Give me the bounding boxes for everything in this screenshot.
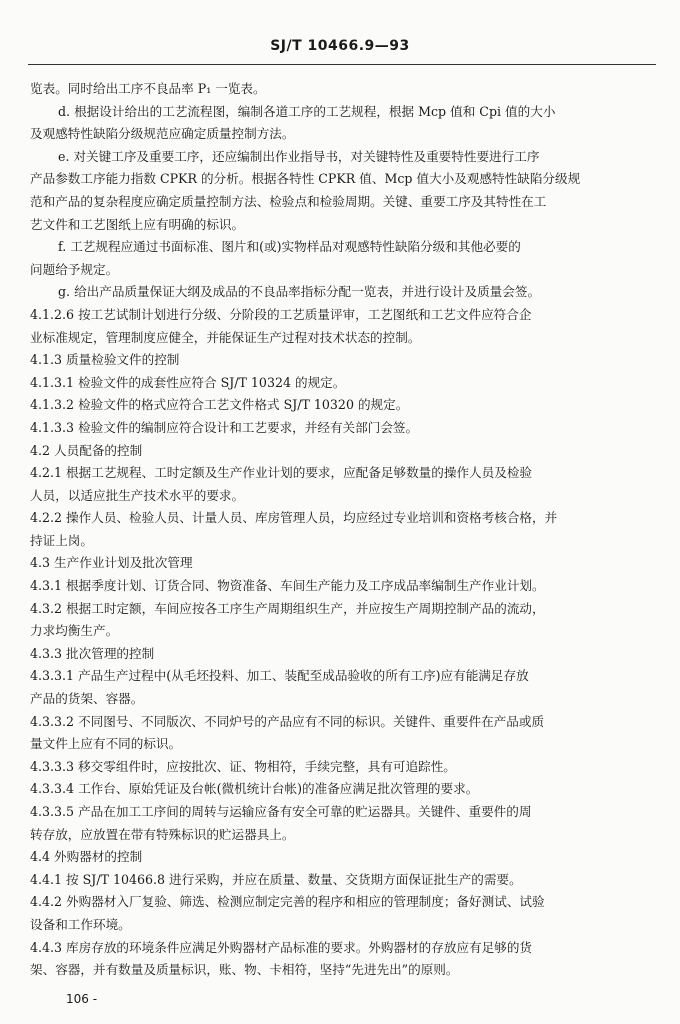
text-line: 4.2.2 操作人员、检验人员、计量人员、库房管理人员，均应经过专业培训和资格考核合格，并 xyxy=(30,510,558,526)
text-line: 范和产品的复杂程度应确定质量控制方法、检验点和检验周期。关键、重要工序及其特性在工 xyxy=(30,193,547,209)
header-rule xyxy=(28,64,656,65)
text-line: d. 根据设计给出的工艺流程图，编制各道工序的工艺规程，根据 Mcp 值和 Cpi 值的大小 xyxy=(58,103,556,119)
text-line: 4.4.2 外购器材入厂复验、筛选、检测应制定完善的程序和相应的管理制度；备好测试、试验 xyxy=(30,894,545,910)
text-line: 4.3.3.2 不同图号、不同版次、不同炉号的产品应有不同的标识。关键件、重要件在产品或质 xyxy=(30,713,545,729)
text-line: 艺文件和工艺图纸上应有明确的标识。 xyxy=(30,216,245,232)
text-line: 4.3.3.3 移交零组件时，应按批次、证、物相符，手续完整，具有可追踪性。 xyxy=(30,758,456,774)
text-line: 持证上岗。 xyxy=(30,532,93,548)
text-line: 4.4.1 按 SJ/T 10466.8 进行采购，并应在质量、数量、交货期方面保证批生产的需要。 xyxy=(30,871,522,887)
text-line: 力求均衡生产。 xyxy=(30,623,119,639)
text-line: 产品的货架、容器。 xyxy=(30,691,144,707)
text-line: g. 给出产品质量保证大纲及成品的不良品率指标分配一览表，并进行设计及质量会签。 xyxy=(58,284,541,300)
text-line: 架、容器，并有数量及质量标识，账、物、卡相符，坚持“先进先出”的原则。 xyxy=(30,962,459,978)
text-line: 4.2.1 根据工艺规程、工时定额及生产作业计划的要求，应配备足够数量的操作人员及检验 xyxy=(30,465,533,481)
body-text xyxy=(30,78,652,982)
text-line: 4.3.3.5 产品在加工工序间的周转与运输应备有安全可靠的贮运器具。关键件、重要件的周 xyxy=(30,804,532,819)
text-line: 4.4 外购器材的控制 xyxy=(30,849,143,865)
text-line: 4.3.3 批次管理的控制 xyxy=(30,645,155,661)
text-line: 4.4.3 库房存放的环境条件应满足外购器材产品标准的要求。外购器材的存放应有足够的货 xyxy=(30,939,533,955)
text-line: f. 工艺规程应通过书面标准、图片和(或)实物样品对观感特性缺陷分级和其他必要的 xyxy=(58,239,521,255)
text-line: 4.1.3.3 检验文件的编制应符合设计和工艺要求，并经有关部门会签。 xyxy=(30,419,419,435)
text-line: 4.1.3.2 检验文件的格式应符合工艺文件格式 SJ/T 10320 的规定。 xyxy=(30,397,409,413)
text-line: 览表。同时给出工序不良品率 P₁ 一览表。 xyxy=(30,81,266,96)
text-line: 4.1.3 质量检验文件的控制 xyxy=(30,352,180,368)
page-header: SJ/T 10466.9—93 xyxy=(270,38,410,54)
text-line: 4.3 生产作业计划及批次管理 xyxy=(30,555,193,571)
text-line: 及观感特性缺陷分级规范应确定质量控制方法。 xyxy=(30,126,295,142)
text-line: 4.3.3.1 产品生产过程中(从毛坯投料、加工、装配至成品验收的所有工序)应有能满足存放 xyxy=(30,668,529,684)
page-number: 106 - xyxy=(66,992,98,1006)
text-line: 4.2 人员配备的控制 xyxy=(30,442,143,458)
text-line: 4.3.3.4 工作台、原始凭证及台帐(微机统计台帐)的准备应满足批次管理的要求。 xyxy=(30,781,479,797)
text-line: 人员，以适应批生产技术水平的要求。 xyxy=(30,487,245,503)
text-line: 4.1.3.1 检验文件的成套性应符合 SJ/T 10324 的规定。 xyxy=(30,374,346,390)
text-line: 量文件上应有不同的标识。 xyxy=(30,736,182,752)
text-line: 设备和工作环境。 xyxy=(30,916,131,932)
text-line: e. 对关键工序及重要工序，还应编制出作业指导书，对关键特性及重要特性要进行工序 xyxy=(58,148,540,164)
text-line: 产品参数工序能力指数 CPKR 的分析。根据各特性 CPKR 值、Mcp 值大小及观感特性缺陷分级规 xyxy=(30,171,581,187)
text-line: 4.3.2 根据工时定额，车间应按各工序生产周期组织生产，并应按生产周期控制产品的流动， xyxy=(30,600,545,616)
text-line: 业标准规定，管理制度应健全，并能保证生产过程对技术状态的控制。 xyxy=(30,329,421,345)
text-line: 转存放，应放置在带有特殊标识的贮运器具上。 xyxy=(30,826,295,842)
text-line: 4.3.1 根据季度计划、订货合同、物资准备、车间生产能力及工序成品率编制生产作业计划。 xyxy=(30,578,545,594)
text-line: 4.1.2.6 按工艺试制计划进行分级、分阶段的工艺质量评审，工艺图纸和工艺文件应符合企 xyxy=(30,306,532,322)
text-line: 问题给予规定。 xyxy=(30,261,119,277)
